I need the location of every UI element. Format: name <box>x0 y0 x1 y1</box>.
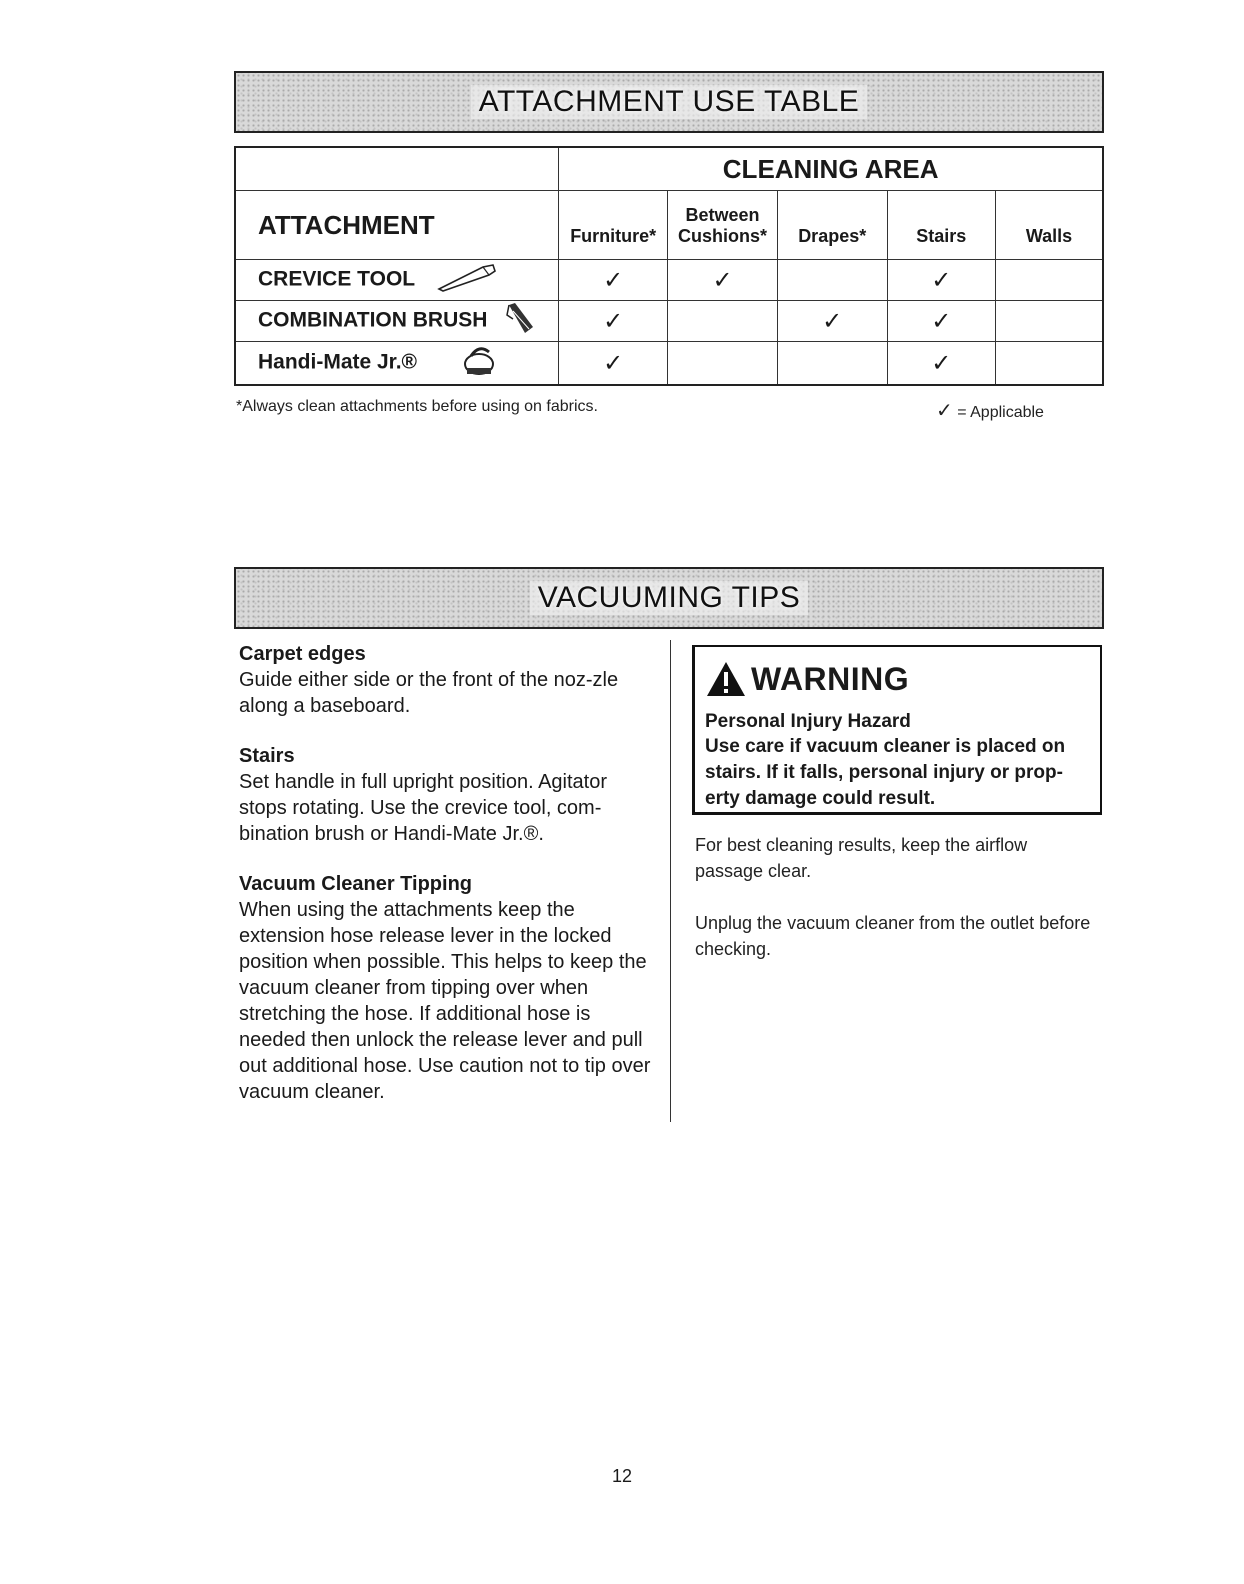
warning-body: Use care if vacuum cleaner is placed on stairs. If it falls, personal injury or prop-erty damage could result. <box>705 736 1066 809</box>
tip-heading: Carpet edges <box>239 643 366 665</box>
tip-body: Set handle in full upright position. Agitator stops rotating. Use the crevice tool, com-bination brush or Handi-Mate Jr.®. <box>239 771 608 845</box>
check-cell: ✓ <box>887 301 995 342</box>
check-cell <box>996 260 1104 301</box>
check-cell <box>668 342 778 386</box>
table-row <box>235 301 1103 342</box>
table-row <box>235 342 1103 386</box>
check-cell: ✓ <box>559 342 668 386</box>
check-cell: ✓ <box>777 301 887 342</box>
tip-heading: Vacuum Cleaner Tipping <box>239 873 473 895</box>
check-cell: ✓ <box>668 260 778 301</box>
cleaning-area-header: CLEANING AREA <box>559 147 1103 191</box>
attachment-use-table-banner <box>234 71 1104 133</box>
handi-mate-icon <box>459 342 499 384</box>
banner-title: VACUUMING TIPS <box>530 581 809 615</box>
unplug-tip: Unplug the vacuum cleaner from the outlet before checking. <box>695 913 1091 959</box>
check-cell <box>996 301 1104 342</box>
row-label: CREVICE TOOL <box>235 260 559 301</box>
applicable-legend: ✓ = Applicable <box>936 398 1044 422</box>
check-cell: ✓ <box>559 301 668 342</box>
tip-body: Guide either side or the front of the noz-zle along a baseboard. <box>239 669 619 717</box>
column-header-between-cushions: Between Cushions* <box>668 191 778 260</box>
warning-box <box>692 645 1102 815</box>
check-cell: ✓ <box>887 342 995 386</box>
airflow-tip: For best cleaning results, keep the airflow passage clear. <box>695 835 1028 881</box>
combination-brush-icon <box>503 301 537 341</box>
check-cell <box>777 342 887 386</box>
tip-heading: Stairs <box>239 745 295 767</box>
check-cell <box>668 301 778 342</box>
check-mark-icon: ✓ <box>936 398 953 422</box>
page-number: 12 <box>611 1466 633 1486</box>
crevice-tool-icon <box>431 261 501 299</box>
table-corner <box>235 147 559 191</box>
row-label: Handi-Mate Jr.® <box>235 342 559 386</box>
table-footnote: *Always clean attachments before using on fabrics. <box>236 398 598 415</box>
row-label: COMBINATION BRUSH <box>235 301 559 342</box>
column-header-drapes: Drapes* <box>777 191 887 260</box>
column-header-walls: Walls <box>996 191 1104 260</box>
warning-subtitle: Personal Injury Hazard <box>705 711 911 732</box>
vacuuming-tips-banner <box>234 567 1104 629</box>
check-cell <box>777 260 887 301</box>
check-cell: ✓ <box>887 260 995 301</box>
banner-title: ATTACHMENT USE TABLE <box>471 85 868 119</box>
column-header-furniture: Furniture* <box>559 191 668 260</box>
check-cell <box>996 342 1104 386</box>
warning-triangle-icon <box>705 660 747 698</box>
attachment-header: ATTACHMENT <box>235 191 559 260</box>
column-header-stairs: Stairs <box>887 191 995 260</box>
tips-column <box>239 641 659 1129</box>
attachment-use-table <box>234 146 1104 386</box>
column-divider <box>670 640 671 1122</box>
warning-title: WARNING <box>705 655 1090 703</box>
table-row <box>235 260 1103 301</box>
check-cell: ✓ <box>559 260 668 301</box>
tip-body: When using the attachments keep the extension hose release lever in the locked position when possible. This helps to keep the vacuum cleaner from tipping over when stretching the hose. If additional hose is needed then unlock the release lever and pull out additional hose. Use caution not to tip over vacuum cleaner. <box>239 899 651 1103</box>
